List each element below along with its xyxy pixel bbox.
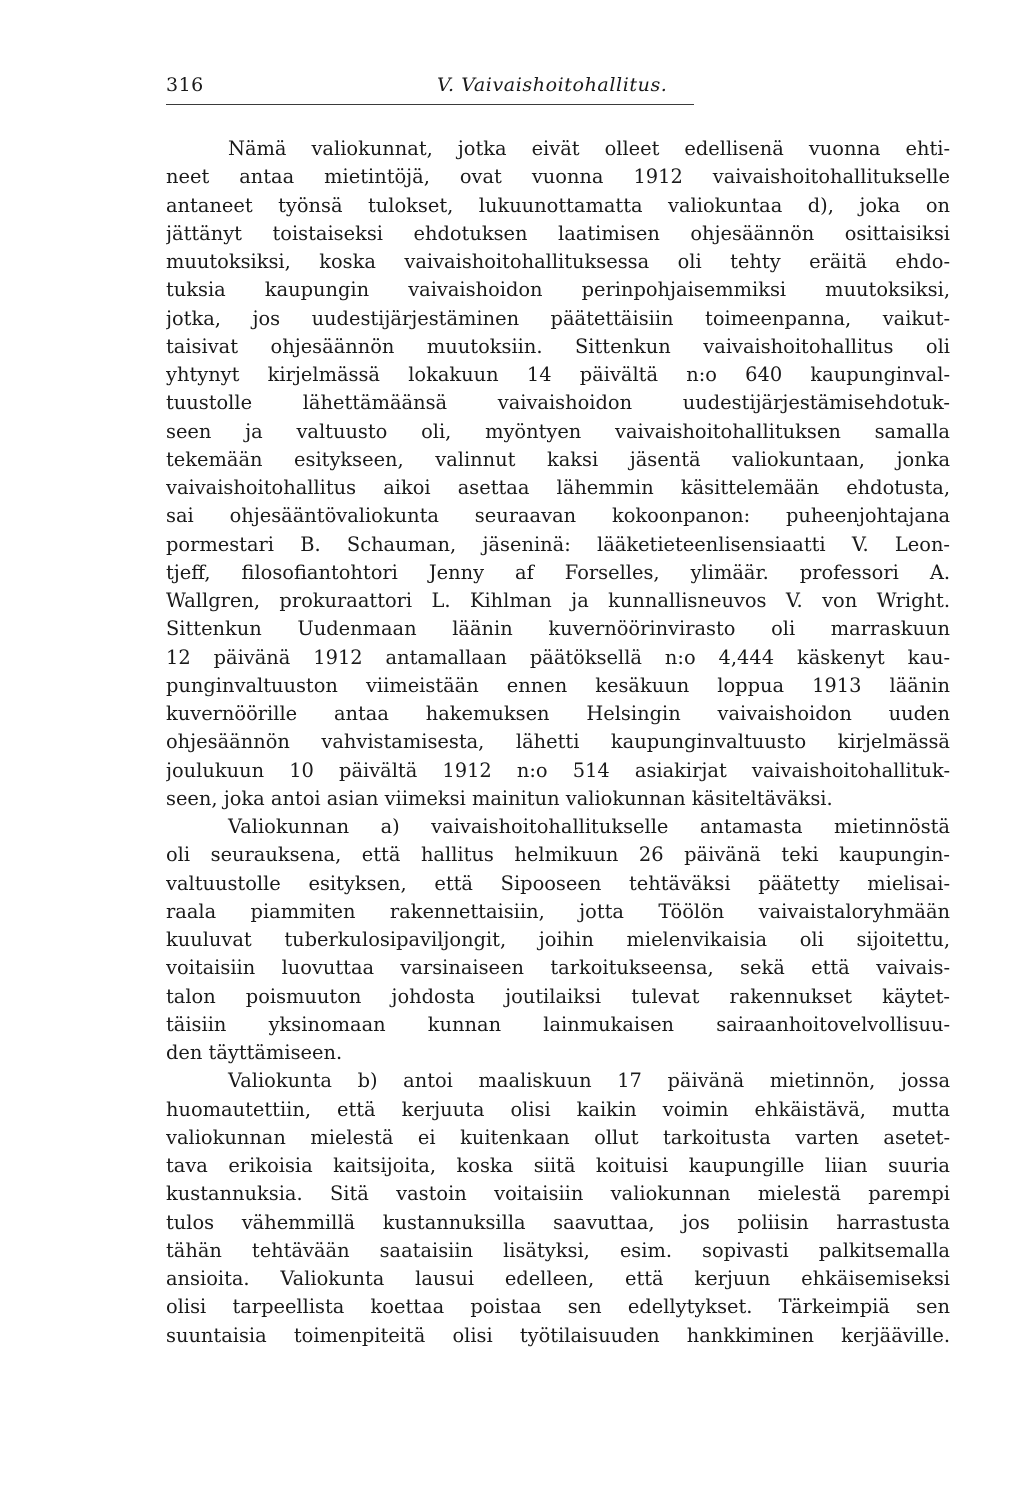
text-line: tuustolle lähettämäänsä vaivaishoidon uudestijärjestämisehdotuk- (166, 391, 950, 415)
text-line: neet antaa mietintöjä, ovat vuonna 1912 vaivaishoitohallitukselle (166, 165, 950, 189)
text-line: Valiokunta b) antoi maaliskuun 17 päivänä mietinnön, jossa (228, 1069, 950, 1093)
page-number: 316 (166, 74, 204, 96)
running-header (166, 74, 950, 102)
text-line: vaivaishoitohallitus aikoi asettaa lähemmin käsittelemään ehdotusta, (166, 476, 950, 499)
text-line: kustannuksia. Sitä vastoin voitaisiin valiokunnan mielestä parempi (166, 1182, 950, 1206)
text-line: tava erikoisia kaitsijoita, koska siitä koituisi kaupungille liian suuria (166, 1154, 950, 1177)
text-line: valtuustolle esityksen, että Sipooseen tehtäväksi päätetty mielisai- (166, 871, 950, 895)
text-line: oli seurauksena, että hallitus helmikuun 26 päivänä teki kaupungin- (166, 843, 950, 867)
text-line: valiokunnan mielestä ei kuitenkaan ollut tarkoitusta varten asetet- (166, 1125, 950, 1149)
text-line: pormestari B. Schauman, jäseninä: lääketieteenlisensiaatti V. Leon- (166, 532, 950, 556)
text-line: seen ja valtuusto oli, myöntyen vaivaishoitohallituksen samalla (166, 419, 950, 443)
text-line: Valiokunnan a) vaivaishoitohallitukselle antamasta mietinnöstä (228, 815, 950, 838)
text-line: täisiin yksinomaan kunnan lainmukaisen sairaanhoitovelvollisuu- (166, 1012, 950, 1036)
text-line: den täyttämiseen. (166, 1041, 343, 1064)
text-line: Sittenkun Uudenmaan läänin kuvernöörinvirasto oli marraskuun (166, 617, 950, 641)
text-line: antaneet työnsä tulokset, lukuunottamatta valiokuntaa d), joka on (166, 193, 950, 217)
text-line: suuntaisia toimenpiteitä olisi työtilaisuuden hankkiminen kerjääville. (166, 1323, 950, 1347)
header-rule (166, 104, 694, 105)
text-line: talon poismuuton johdosta joutilaiksi tulevat rakennukset käytet- (166, 984, 950, 1008)
text-line: seen, joka antoi asian viimeksi mainitun valiokunnan käsiteltäväksi. (166, 786, 833, 810)
text-line: tulos vähemmillä kustannuksilla saavuttaa, jos poliisin harrastusta (166, 1210, 950, 1234)
body-text (166, 135, 950, 1350)
text-line: sai ohjesääntövaliokunta seuraavan kokoonpanon: puheenjohtajana (166, 504, 950, 528)
text-line: punginvaltuuston viimeistään ennen kesäkuun loppua 1913 läänin (166, 673, 950, 697)
text-line: Nämä valiokunnat, jotka eivät olleet edellisenä vuonna ehti- (228, 137, 950, 160)
text-line: olisi tarpeellista koettaa poistaa sen edellytykset. Tärkeimpiä sen (166, 1295, 950, 1319)
text-line: tekemään esitykseen, valinnut kaksi jäsentä valiokuntaan, jonka (166, 447, 950, 471)
text-line: Wallgren, prokuraattori L. Kihlman ja kunnallisneuvos V. von Wright. (166, 589, 950, 612)
text-line: ohjesäännön vahvistamisesta, lähetti kaupunginvaltuusto kirjelmässä (166, 730, 950, 754)
text-line: jättänyt toistaiseksi ehdotuksen laatimisen ohjesäännön osittaisiksi (166, 221, 950, 245)
text-line: kuvernöörille antaa hakemuksen Helsingin vaivaishoidon uuden (166, 702, 950, 725)
text-line: muutoksiksi, koska vaivaishoitohallituksessa oli tehty eräitä ehdo- (166, 250, 950, 273)
text-line: tähän tehtävään saataisiin lisätyksi, esim. sopivasti palkitsemalla (166, 1238, 950, 1262)
text-line: yhtynyt kirjelmässä lokakuun 14 päivältä n:o 640 kaupunginval- (166, 363, 950, 386)
text-line: taisivat ohjesäännön muutoksiin. Sittenkun vaivaishoitohallitus oli (166, 334, 950, 358)
text-line: raala piammiten rakennettaisiin, jotta Töölön vaivaistaloryhmään (166, 899, 950, 923)
text-line: 12 päivänä 1912 antamallaan päätöksellä n:o 4,444 käskenyt kau- (166, 645, 950, 669)
text-line: ansioita. Valiokunta lausui edelleen, että kerjuun ehkäisemiseksi (166, 1267, 950, 1290)
text-line: joulukuun 10 päivältä 1912 n:o 514 asiakirjat vaivaishoitohallituk- (166, 758, 950, 782)
text-line: jotka, jos uudestijärjestäminen päätettäisiin toimeenpanna, vaikut- (166, 306, 950, 330)
text-line: tjeff, filosofiantohtori Jenny af Forselles, ylimäär. professori A. (166, 560, 950, 584)
text-line: kuuluvat tuberkulosipaviljongit, joihin mielenvikaisia oli sijoitettu, (166, 928, 950, 951)
text-line: voitaisiin luovuttaa varsinaiseen tarkoitukseensa, sekä että vaivais- (166, 956, 950, 980)
chapter-title: V. Vaivaishoitohallitus. (437, 74, 668, 96)
text-line: huomautettiin, että kerjuuta olisi kaikin voimin ehkäistävä, mutta (166, 1097, 950, 1121)
text-line: tuksia kaupungin vaivaishoidon perinpohjaisemmiksi muutoksiksi, (166, 278, 950, 302)
